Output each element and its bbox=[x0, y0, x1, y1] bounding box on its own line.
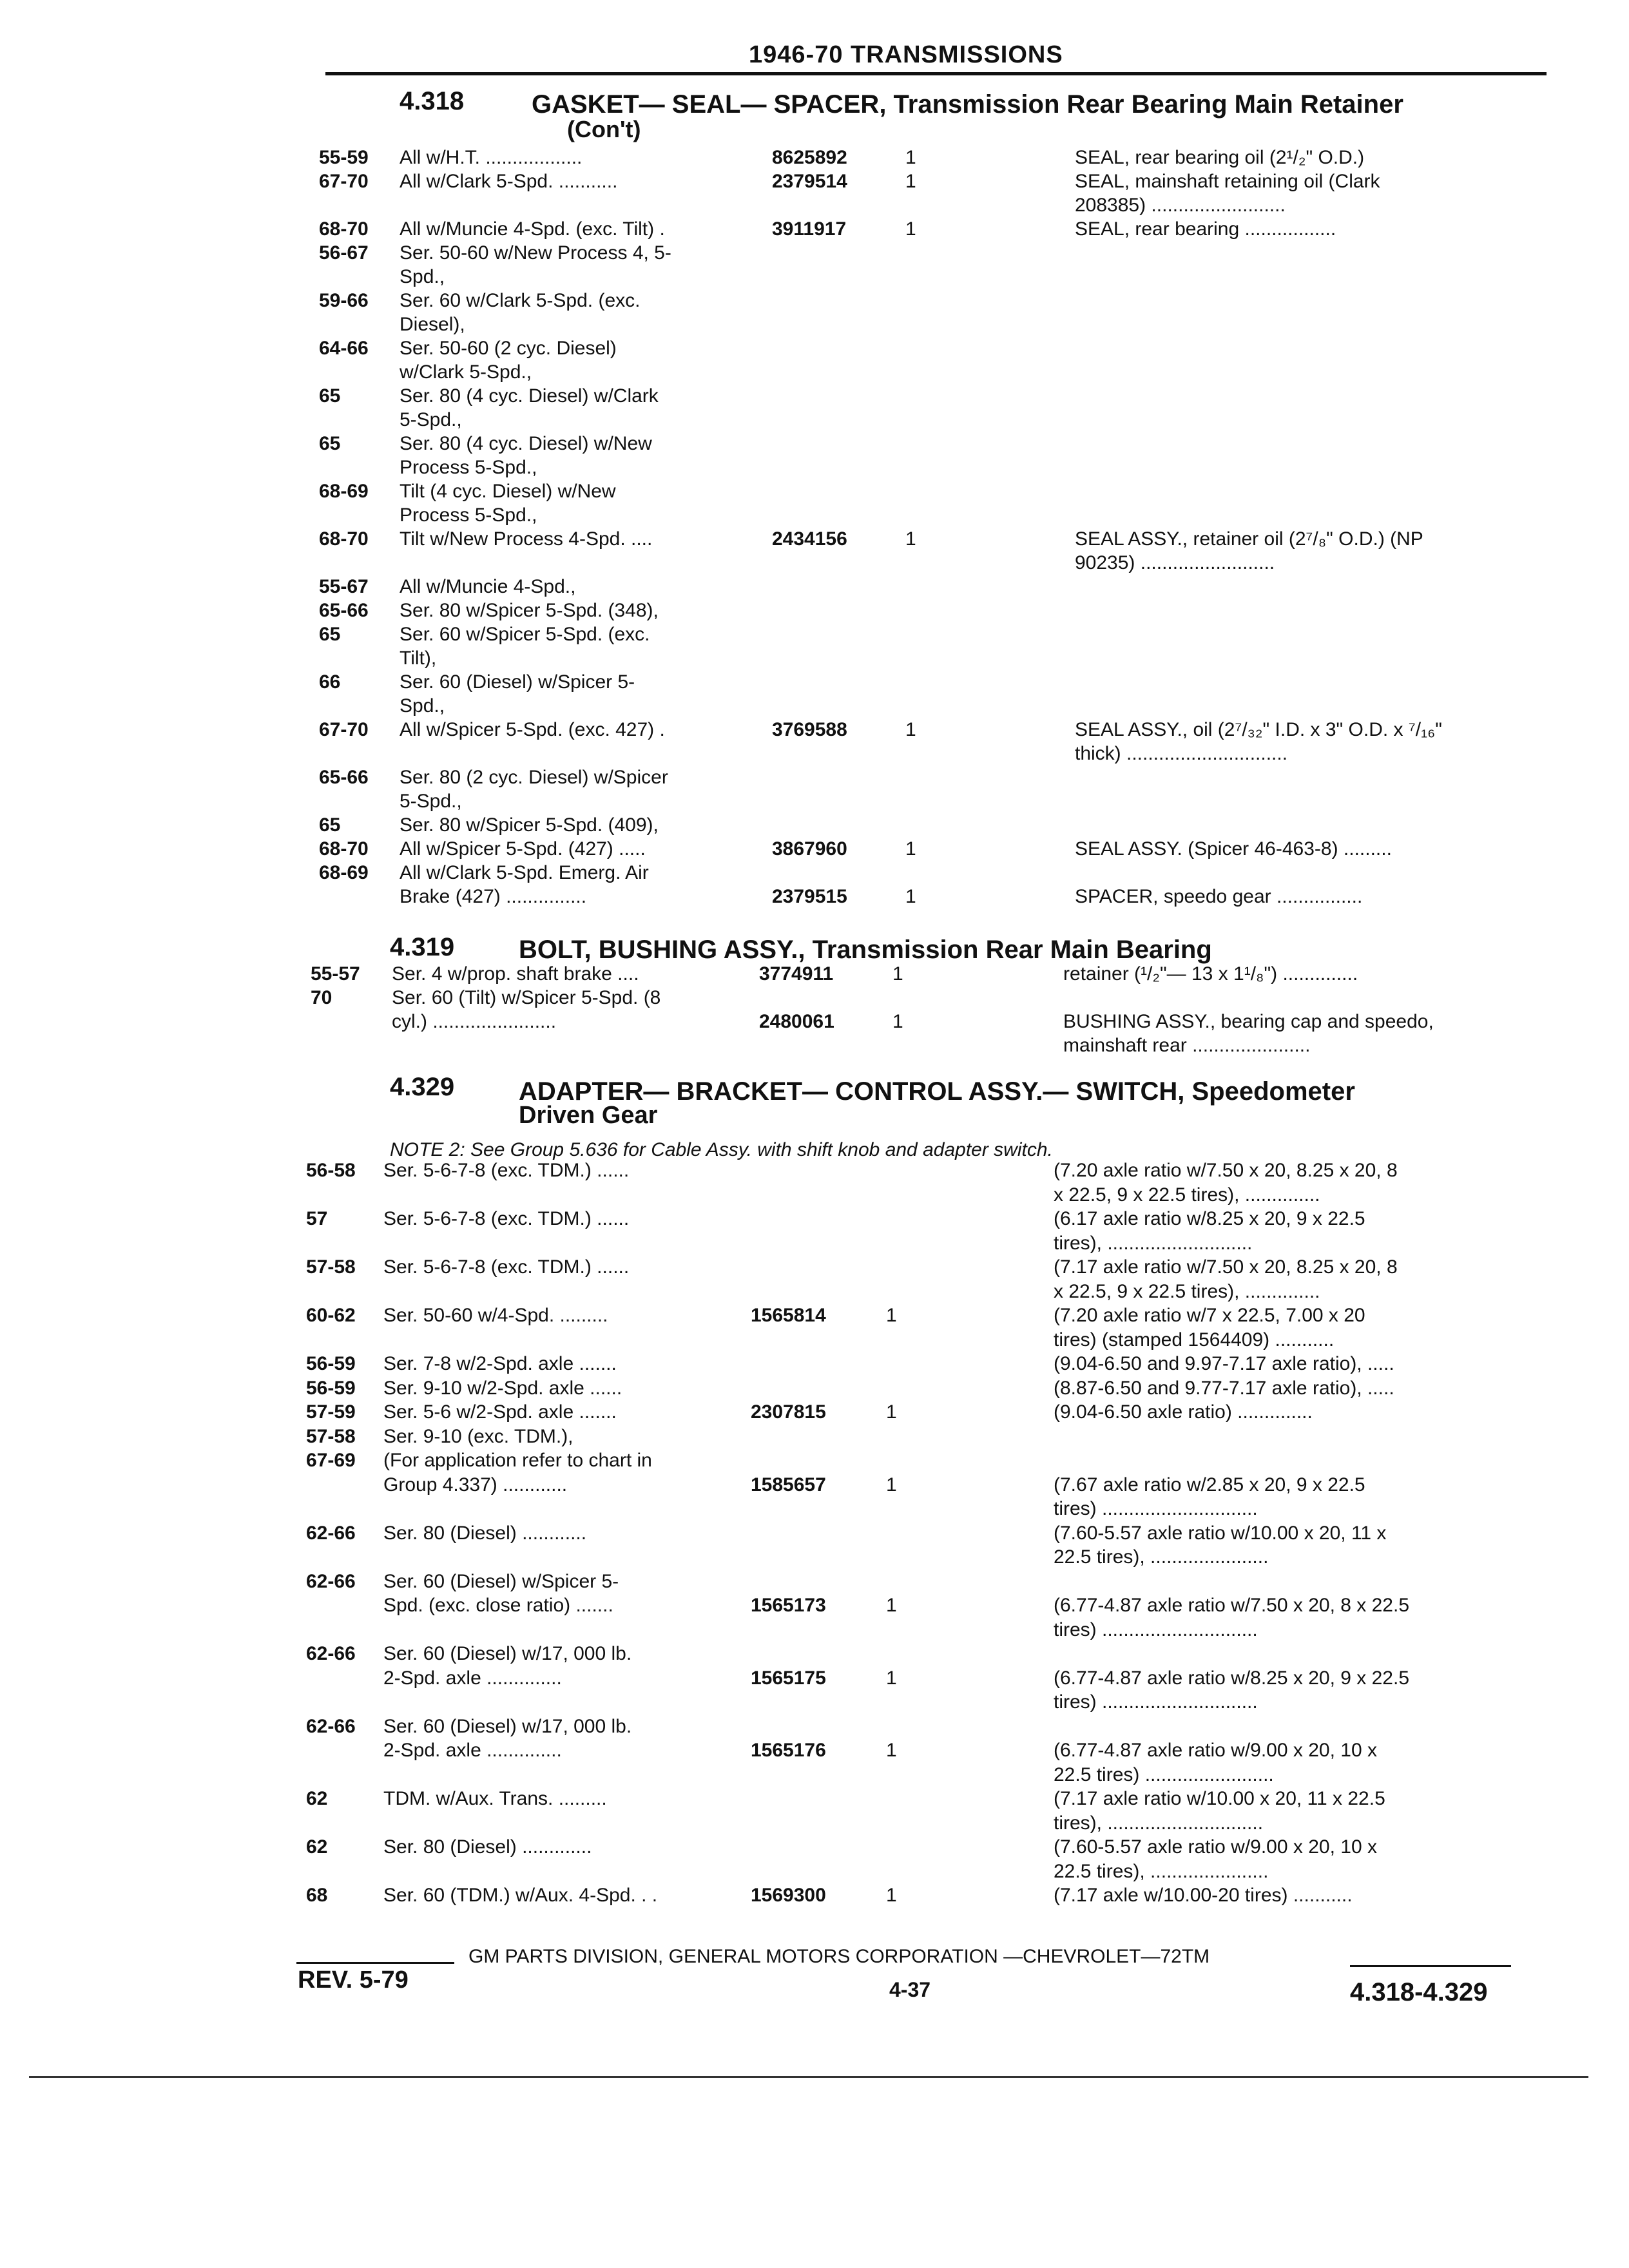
row-application: Ser. 50-60 (2 cyc. Diesel) bbox=[400, 338, 617, 359]
row-description: SEAL ASSY., retainer oil (2⁷/₈" O.D.) (NP bbox=[1075, 528, 1423, 550]
row-application: 2-Spd. axle .............. bbox=[383, 1740, 562, 1761]
row-year-range: 65-66 bbox=[319, 600, 369, 621]
footer-rule-left bbox=[296, 1962, 454, 1964]
row-part-number: 2480061 bbox=[759, 1011, 834, 1032]
row-year-range: 55-57 bbox=[311, 963, 360, 985]
footer-publisher: GM PARTS DIVISION, GENERAL MOTORS CORPORATION —CHEVROLET—72TM bbox=[468, 1946, 1210, 1967]
row-year-range: 62-66 bbox=[306, 1715, 356, 1737]
row-description: 208385) ......................... bbox=[1075, 195, 1286, 216]
row-part-number: 1565175 bbox=[751, 1667, 826, 1689]
row-application: Ser. 80 w/Spicer 5-Spd. (409), bbox=[400, 814, 659, 836]
row-year-range: 68-70 bbox=[319, 528, 369, 550]
row-application: All w/Muncie 4-Spd., bbox=[400, 576, 576, 597]
row-year-range: 57-58 bbox=[306, 1425, 356, 1447]
row-application: TDM. w/Aux. Trans. ......... bbox=[383, 1788, 607, 1809]
row-year-range: 68-69 bbox=[319, 862, 369, 883]
row-description: (9.04-6.50 and 9.97-7.17 axle ratio), ..... bbox=[1054, 1353, 1394, 1374]
row-part-number: 3867960 bbox=[772, 838, 847, 860]
row-part-number: 2434156 bbox=[772, 528, 847, 550]
row-description: (6.77-4.87 axle ratio w/8.25 x 20, 9 x 22.5 bbox=[1054, 1667, 1409, 1689]
bottom-rule bbox=[29, 2076, 1588, 2078]
row-description: SEAL, rear bearing oil (2¹/₂" O.D.) bbox=[1075, 147, 1365, 168]
page-header-title: 1946-70 TRANSMISSIONS bbox=[749, 41, 1063, 68]
section-4319-number: 4.319 bbox=[390, 933, 455, 961]
row-year-range: 57 bbox=[306, 1208, 328, 1229]
row-quantity: 1 bbox=[905, 147, 916, 168]
row-quantity: 1 bbox=[905, 218, 916, 240]
row-description: 90235) ......................... bbox=[1075, 552, 1275, 573]
row-application: Spd., bbox=[400, 266, 445, 287]
section-4318-number: 4.318 bbox=[400, 87, 465, 115]
row-application: Process 5-Spd., bbox=[400, 505, 537, 526]
row-application: Ser. 5-6 w/2-Spd. axle ....... bbox=[383, 1401, 617, 1423]
row-application: Process 5-Spd., bbox=[400, 457, 537, 478]
row-description: tires) (stamped 1564409) ........... bbox=[1054, 1329, 1335, 1350]
row-application: Brake (427) ............... bbox=[400, 886, 587, 907]
row-year-range: 60-62 bbox=[306, 1305, 356, 1326]
row-application: Ser. 5-6-7-8 (exc. TDM.) ...... bbox=[383, 1256, 630, 1278]
row-application: Ser. 50-60 w/4-Spd. ......... bbox=[383, 1305, 608, 1326]
row-part-number: 2307815 bbox=[751, 1401, 826, 1423]
row-description: tires) ............................. bbox=[1054, 1691, 1258, 1713]
row-description: (7.67 axle ratio w/2.85 x 20, 9 x 22.5 bbox=[1054, 1474, 1365, 1495]
row-description: x 22.5, 9 x 22.5 tires), .............. bbox=[1054, 1184, 1320, 1206]
row-description: 22.5 tires), ...................... bbox=[1054, 1546, 1269, 1568]
row-application: Ser. 7-8 w/2-Spd. axle ....... bbox=[383, 1353, 617, 1374]
row-description: SEAL ASSY., oil (2⁷/₃₂" I.D. x 3" O.D. x ⁷/₁₆" bbox=[1075, 719, 1442, 740]
row-description: tires) ............................. bbox=[1054, 1498, 1258, 1519]
row-application: Ser. 5-6-7-8 (exc. TDM.) ...... bbox=[383, 1160, 630, 1181]
row-year-range: 62-66 bbox=[306, 1643, 356, 1664]
row-application: All w/Clark 5-Spd. ........... bbox=[400, 171, 618, 192]
section-4318-subtitle: (Con't) bbox=[567, 116, 641, 142]
row-description: (7.20 axle ratio w/7.50 x 20, 8.25 x 20, 8 bbox=[1054, 1160, 1398, 1181]
row-description: (7.60-5.57 axle ratio w/9.00 x 20, 10 x bbox=[1054, 1836, 1377, 1858]
row-description: mainshaft rear ...................... bbox=[1063, 1035, 1311, 1056]
row-year-range: 68-70 bbox=[319, 838, 369, 860]
row-application: Ser. 80 (Diesel) ............. bbox=[383, 1836, 592, 1858]
row-year-range: 64-66 bbox=[319, 338, 369, 359]
row-year-range: 57-58 bbox=[306, 1256, 356, 1278]
row-application: cyl.) ....................... bbox=[392, 1011, 557, 1032]
row-quantity: 1 bbox=[886, 1595, 897, 1616]
row-application: Tilt (4 cyc. Diesel) w/New bbox=[400, 481, 616, 502]
row-part-number: 1565814 bbox=[751, 1305, 826, 1326]
row-description: tires) ............................. bbox=[1054, 1619, 1258, 1640]
row-application: Ser. 80 (4 cyc. Diesel) w/New bbox=[400, 433, 652, 454]
row-application: Ser. 80 (2 cyc. Diesel) w/Spicer bbox=[400, 767, 668, 788]
row-application: Ser. 4 w/prop. shaft brake .... bbox=[392, 963, 639, 985]
section-4329-subtitle: Driven Gear bbox=[519, 1102, 658, 1129]
row-description: SPACER, speedo gear ................ bbox=[1075, 886, 1363, 907]
row-application: Tilt w/New Process 4-Spd. .... bbox=[400, 528, 653, 550]
row-year-range: 67-70 bbox=[319, 719, 369, 740]
row-application: Spd., bbox=[400, 695, 445, 716]
row-application: Ser. 60 w/Spicer 5-Spd. (exc. bbox=[400, 624, 650, 645]
row-year-range: 67-70 bbox=[319, 171, 369, 192]
row-application: 2-Spd. axle .............. bbox=[383, 1667, 562, 1689]
row-year-range: 62-66 bbox=[306, 1522, 356, 1544]
row-year-range: 65 bbox=[319, 385, 341, 407]
footer-group-range: 4.318-4.329 bbox=[1350, 1978, 1488, 2006]
row-application: 5-Spd., bbox=[400, 409, 462, 430]
row-application: 5-Spd., bbox=[400, 791, 462, 812]
row-description: (8.87-6.50 and 9.77-7.17 axle ratio), ..... bbox=[1054, 1377, 1394, 1399]
row-year-range: 59-66 bbox=[319, 290, 369, 311]
row-application: Group 4.337) ............ bbox=[383, 1474, 568, 1495]
footer-rule-right bbox=[1350, 1965, 1511, 1967]
row-description: SEAL, rear bearing ................. bbox=[1075, 218, 1336, 240]
row-quantity: 1 bbox=[892, 963, 903, 985]
row-part-number: 3911917 bbox=[772, 218, 847, 240]
row-application: (For application refer to chart in bbox=[383, 1450, 652, 1471]
row-description: tires), ............................. bbox=[1054, 1812, 1264, 1834]
row-application: Ser. 5-6-7-8 (exc. TDM.) ...... bbox=[383, 1208, 630, 1229]
row-year-range: 57-59 bbox=[306, 1401, 356, 1423]
row-description: (7.17 axle ratio w/10.00 x 20, 11 x 22.5 bbox=[1054, 1788, 1385, 1809]
row-part-number: 3769588 bbox=[772, 719, 847, 740]
row-description: (7.17 axle ratio w/7.50 x 20, 8.25 x 20, 8 bbox=[1054, 1256, 1398, 1278]
row-application: Ser. 60 (Diesel) w/Spicer 5- bbox=[383, 1570, 619, 1592]
row-application: All w/Clark 5-Spd. Emerg. Air bbox=[400, 862, 649, 883]
row-application: w/Clark 5-Spd., bbox=[400, 361, 532, 383]
row-year-range: 67-69 bbox=[306, 1450, 356, 1471]
row-application: All w/Muncie 4-Spd. (exc. Tilt) . bbox=[400, 218, 665, 240]
row-year-range: 56-59 bbox=[306, 1353, 356, 1374]
row-part-number: 2379514 bbox=[772, 171, 847, 192]
row-description: thick) .............................. bbox=[1075, 743, 1288, 764]
row-year-range: 56-58 bbox=[306, 1160, 356, 1181]
row-quantity: 1 bbox=[886, 1474, 897, 1495]
row-year-range: 68-69 bbox=[319, 481, 369, 502]
row-description: tires), ........................... bbox=[1054, 1232, 1253, 1254]
row-year-range: 65-66 bbox=[319, 767, 369, 788]
row-year-range: 70 bbox=[311, 987, 333, 1008]
row-quantity: 1 bbox=[892, 1011, 903, 1032]
row-part-number: 1585657 bbox=[751, 1474, 826, 1495]
row-year-range: 68 bbox=[306, 1885, 328, 1906]
row-quantity: 1 bbox=[905, 171, 916, 192]
row-application: Ser. 60 (TDM.) w/Aux. 4-Spd. . . bbox=[383, 1885, 658, 1906]
row-description: (6.77-4.87 axle ratio w/9.00 x 20, 10 x bbox=[1054, 1740, 1377, 1761]
row-description: (7.20 axle ratio w/7 x 22.5, 7.00 x 20 bbox=[1054, 1305, 1365, 1326]
row-year-range: 56-59 bbox=[306, 1377, 356, 1399]
row-description: 22.5 tires), ...................... bbox=[1054, 1860, 1269, 1882]
row-application: All w/Spicer 5-Spd. (427) ..... bbox=[400, 838, 646, 860]
row-quantity: 1 bbox=[905, 838, 916, 860]
row-application: Ser. 50-60 w/New Process 4, 5- bbox=[400, 242, 671, 264]
row-description: (7.17 axle w/10.00-20 tires) ........... bbox=[1054, 1885, 1353, 1906]
section-4319-title: BOLT, BUSHING ASSY., Transmission Rear Main Bearing bbox=[519, 936, 1212, 964]
row-description: (9.04-6.50 axle ratio) .............. bbox=[1054, 1401, 1313, 1423]
row-application: Tilt), bbox=[400, 648, 437, 669]
row-application: Ser. 60 (Tilt) w/Spicer 5-Spd. (8 bbox=[392, 987, 661, 1008]
row-application: All w/Spicer 5-Spd. (exc. 427) . bbox=[400, 719, 665, 740]
row-part-number: 3774911 bbox=[759, 963, 834, 985]
row-year-range: 55-59 bbox=[319, 147, 369, 168]
row-description: (6.17 axle ratio w/8.25 x 20, 9 x 22.5 bbox=[1054, 1208, 1365, 1229]
row-description: BUSHING ASSY., bearing cap and speedo, bbox=[1063, 1011, 1434, 1032]
row-application: Ser. 60 (Diesel) w/Spicer 5- bbox=[400, 671, 635, 693]
row-quantity: 1 bbox=[886, 1305, 897, 1326]
row-description: x 22.5, 9 x 22.5 tires), .............. bbox=[1054, 1280, 1320, 1302]
row-application: Diesel), bbox=[400, 314, 465, 335]
row-quantity: 1 bbox=[886, 1885, 897, 1906]
row-quantity: 1 bbox=[886, 1667, 897, 1689]
row-part-number: 8625892 bbox=[772, 147, 847, 168]
row-description: SEAL, mainshaft retaining oil (Clark bbox=[1075, 171, 1380, 192]
section-4329-number: 4.329 bbox=[390, 1073, 455, 1101]
row-application: Ser. 60 (Diesel) w/17, 000 lb. bbox=[383, 1643, 632, 1664]
row-year-range: 65 bbox=[319, 814, 341, 836]
row-description: retainer (¹/₂"— 13 x 1¹/₈") .............. bbox=[1063, 963, 1358, 985]
row-year-range: 62 bbox=[306, 1788, 328, 1809]
row-part-number: 2379515 bbox=[772, 886, 847, 907]
row-application: Ser. 9-10 w/2-Spd. axle ...... bbox=[383, 1377, 622, 1399]
row-year-range: 56-67 bbox=[319, 242, 369, 264]
row-application: Spd. (exc. close ratio) ....... bbox=[383, 1595, 613, 1616]
row-part-number: 1565176 bbox=[751, 1740, 826, 1761]
row-quantity: 1 bbox=[905, 719, 916, 740]
section-4329-title: ADAPTER— BRACKET— CONTROL ASSY.— SWITCH, Speedometer bbox=[519, 1077, 1355, 1106]
row-quantity: 1 bbox=[886, 1740, 897, 1761]
row-application: Ser. 80 (4 cyc. Diesel) w/Clark bbox=[400, 385, 659, 407]
row-year-range: 65 bbox=[319, 624, 341, 645]
row-year-range: 62 bbox=[306, 1836, 328, 1858]
row-application: All w/H.T. .................. bbox=[400, 147, 583, 168]
row-quantity: 1 bbox=[905, 528, 916, 550]
row-application: Ser. 60 w/Clark 5-Spd. (exc. bbox=[400, 290, 641, 311]
row-year-range: 65 bbox=[319, 433, 341, 454]
row-description: SEAL ASSY. (Spicer 46-463-8) ......... bbox=[1075, 838, 1392, 860]
row-year-range: 62-66 bbox=[306, 1570, 356, 1592]
row-application: Ser. 80 (Diesel) ............ bbox=[383, 1522, 587, 1544]
row-part-number: 1569300 bbox=[751, 1885, 826, 1906]
row-year-range: 68-70 bbox=[319, 218, 369, 240]
footer-page-number: 4-37 bbox=[889, 1978, 931, 2001]
row-year-range: 55-67 bbox=[319, 576, 369, 597]
header-rule bbox=[325, 72, 1547, 75]
section-4329-note: NOTE 2: See Group 5.636 for Cable Assy. with shift knob and adapter switch. bbox=[390, 1139, 1053, 1160]
row-application: Ser. 9-10 (exc. TDM.), bbox=[383, 1425, 574, 1447]
row-quantity: 1 bbox=[905, 886, 916, 907]
row-description: 22.5 tires) ........................ bbox=[1054, 1763, 1274, 1785]
footer-revision: REV. 5-79 bbox=[298, 1966, 409, 1994]
row-part-number: 1565173 bbox=[751, 1595, 826, 1616]
section-4318-title: GASKET— SEAL— SPACER, Transmission Rear Bearing Main Retainer bbox=[532, 90, 1403, 119]
row-year-range: 66 bbox=[319, 671, 341, 693]
row-description: (6.77-4.87 axle ratio w/7.50 x 20, 8 x 22.5 bbox=[1054, 1595, 1409, 1616]
row-application: Ser. 60 (Diesel) w/17, 000 lb. bbox=[383, 1715, 632, 1737]
row-application: Ser. 80 w/Spicer 5-Spd. (348), bbox=[400, 600, 659, 621]
row-quantity: 1 bbox=[886, 1401, 897, 1423]
row-description: (7.60-5.57 axle ratio w/10.00 x 20, 11 x bbox=[1054, 1522, 1387, 1544]
